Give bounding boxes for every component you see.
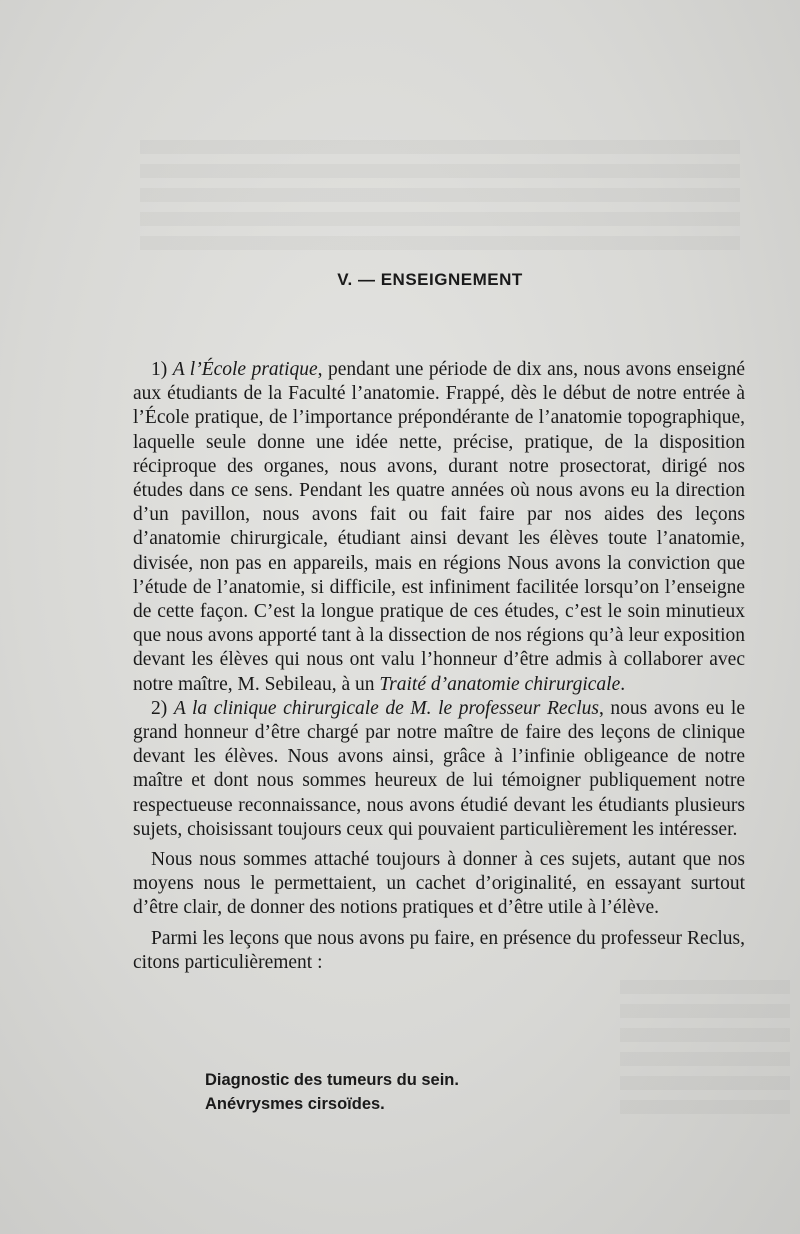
show-through-shading: [620, 980, 790, 1120]
paragraph-text: , pendant une période de dix ans, nous avons enseigné aux étudiants de la Faculté l’anatomie. Frappé, dès le début de notre entrée à l’École pratique, de l’importance prépondérante de l’anatomie topographique, laquelle seule donne une idée nette, précise, pratique, de la disposition réciproque des organes, nous avons, durant notre prosectorat, dirigé nos études dans ce sens. Pendant les quatre années où nous avons eu la direction d’un pavillon, nous avons fait ou fait faire par nos aides des leçons d’anatomie chirurgicale, étudiant ainsi devant les élèves toute l’anatomie, divisée, non pas en appareils, mais en régions Nous avons la conviction que l’étude de l’anatomie, si difficile, est infiniment facilitée lorsqu’on l’enseigne de cette façon. C’est la longue pratique de ces études, c’est le soin minutieux que nous avons apporté tant à la dissection de nos régions qu’à leur exposition devant les élèves qui nous ont valu l’honneur d’être admis à collaborer avec notre maître, M. Sebileau, à un: [133, 359, 745, 695]
book-title: Traité d’anatomie chirurgicale: [379, 673, 621, 695]
paragraph-text: , nous avons eu le grand honneur d’être chargé par notre maître de faire des leçons de clinique devant les élèves. Nous avons ainsi, grâce à l’infinie obligeance de notre maître et dont nous sommes heureux de lui témoigner publiquement notre respectueuse reconnaissance, nous avons étudié devant les étudiants plusieurs sujets, choisissant toujours ceux qui pouvaient particulièrement les intéresser.: [133, 697, 745, 840]
place-ecole-pratique: A l’École pratique: [172, 359, 318, 380]
lesson-list: [205, 1068, 459, 1116]
place-clinique: A la clinique chirurgicale de M. le professeur Reclus: [173, 697, 599, 719]
paragraph-clinique: [133, 697, 745, 842]
section-body: [133, 358, 745, 975]
paragraph-originalite: Nous nous sommes attaché toujours à donner à ces sujets, autant que nos moyens nous le permettaient, un cachet d’originalité, en essayant surtout d’être clair, de donner des notions pratiques et d’être utile à l’élève.: [133, 849, 745, 919]
section-heading: V. — ENSEIGNEMENT: [337, 270, 523, 289]
paragraph-number: 2): [151, 697, 168, 719]
paragraph-end: .: [620, 673, 626, 695]
paragraph-number: 1): [151, 359, 168, 380]
paragraph-ecole-pratique: [133, 358, 745, 697]
lesson-item: Diagnostic des tumeurs du sein.: [205, 1071, 459, 1089]
show-through-shading: [140, 140, 740, 260]
lesson-item: Anévrysmes cirsoïdes.: [205, 1095, 385, 1113]
paragraph-lecons: Parmi les leçons que nous avons pu faire, en présence du professeur Reclus, citons particulièrement :: [133, 927, 745, 973]
